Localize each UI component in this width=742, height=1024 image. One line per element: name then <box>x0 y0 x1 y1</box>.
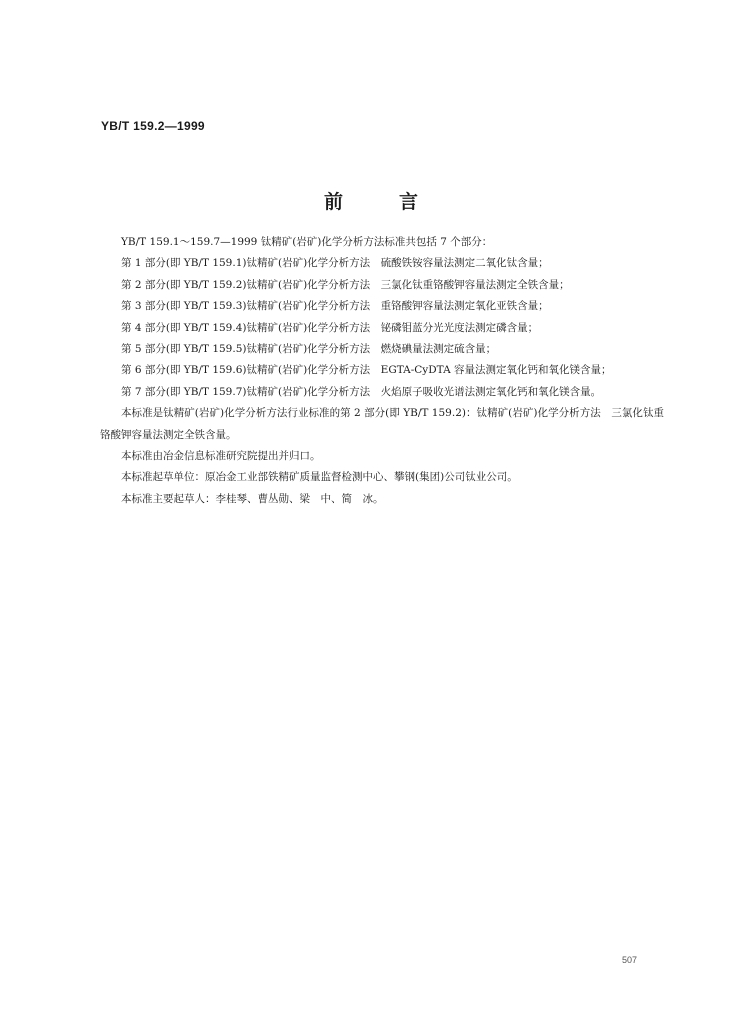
paragraph-proposer: 本标准由冶金信息标准研究院提出并归口。 <box>121 450 321 463</box>
paragraph-part-7: 第 7 部分(即 YB/T 159.7)钛精矿(岩矿)化学分析方法 火焰原子吸收光谱法测定氧化钙和氧化镁含量。 <box>121 385 602 398</box>
paragraph-drafters: 本标准主要起草人：李桂琴、曹丛勋、梁 中、简 冰。 <box>121 492 384 505</box>
document-body <box>100 232 664 510</box>
paragraph-part-2: 第 2 部分(即 YB/T 159.2)钛精矿(岩矿)化学分析方法 三氯化钛重铬酸钾容量法测定全铁含量； <box>121 278 570 291</box>
paragraph-part-1: 第 1 部分(即 YB/T 159.1)钛精矿(岩矿)化学分析方法 硫酸铁铵容量法测定二氧化钛含量； <box>121 257 549 270</box>
paragraph-part-3: 第 3 部分(即 YB/T 159.3)钛精矿(岩矿)化学分析方法 重铬酸钾容量法测定氧化亚铁含量； <box>121 300 549 313</box>
paragraph-intro: YB/T 159.1～159.7—1999 钛精矿(岩矿)化学分析方法标准共包括 7 个部分： <box>121 236 493 248</box>
paragraph-scope: 本标准是钛精矿(岩矿)化学分析方法行业标准的第 2 部分(即 YB/T 159.2)：钛精矿(岩矿)化学分析方法 三氯化钛重铬酸钾容量法测定全铁含量。 <box>100 407 664 441</box>
page-number: 507 <box>622 955 638 965</box>
page-title: 前言 <box>323 191 474 213</box>
paragraph-part-4: 第 4 部分(即 YB/T 159.4)钛精矿(岩矿)化学分析方法 铋磷钼蓝分光光度法测定磷含量； <box>121 321 539 334</box>
paragraph-part-5: 第 5 部分(即 YB/T 159.5)钛精矿(岩矿)化学分析方法 燃烧碘量法测定硫含量； <box>121 343 497 356</box>
standard-code: YB/T 159.2—1999 <box>101 119 205 133</box>
paragraph-drafting-units: 本标准起草单位：原冶金工业部铁精矿质量监督检测中心、攀钢(集团)公司钛业公司。 <box>121 471 518 484</box>
paragraph-part-6: 第 6 部分(即 YB/T 159.6)钛精矿(岩矿)化学分析方法 EGTA-CyDTA 容量法测定氧化钙和氧化镁含量； <box>121 364 612 377</box>
